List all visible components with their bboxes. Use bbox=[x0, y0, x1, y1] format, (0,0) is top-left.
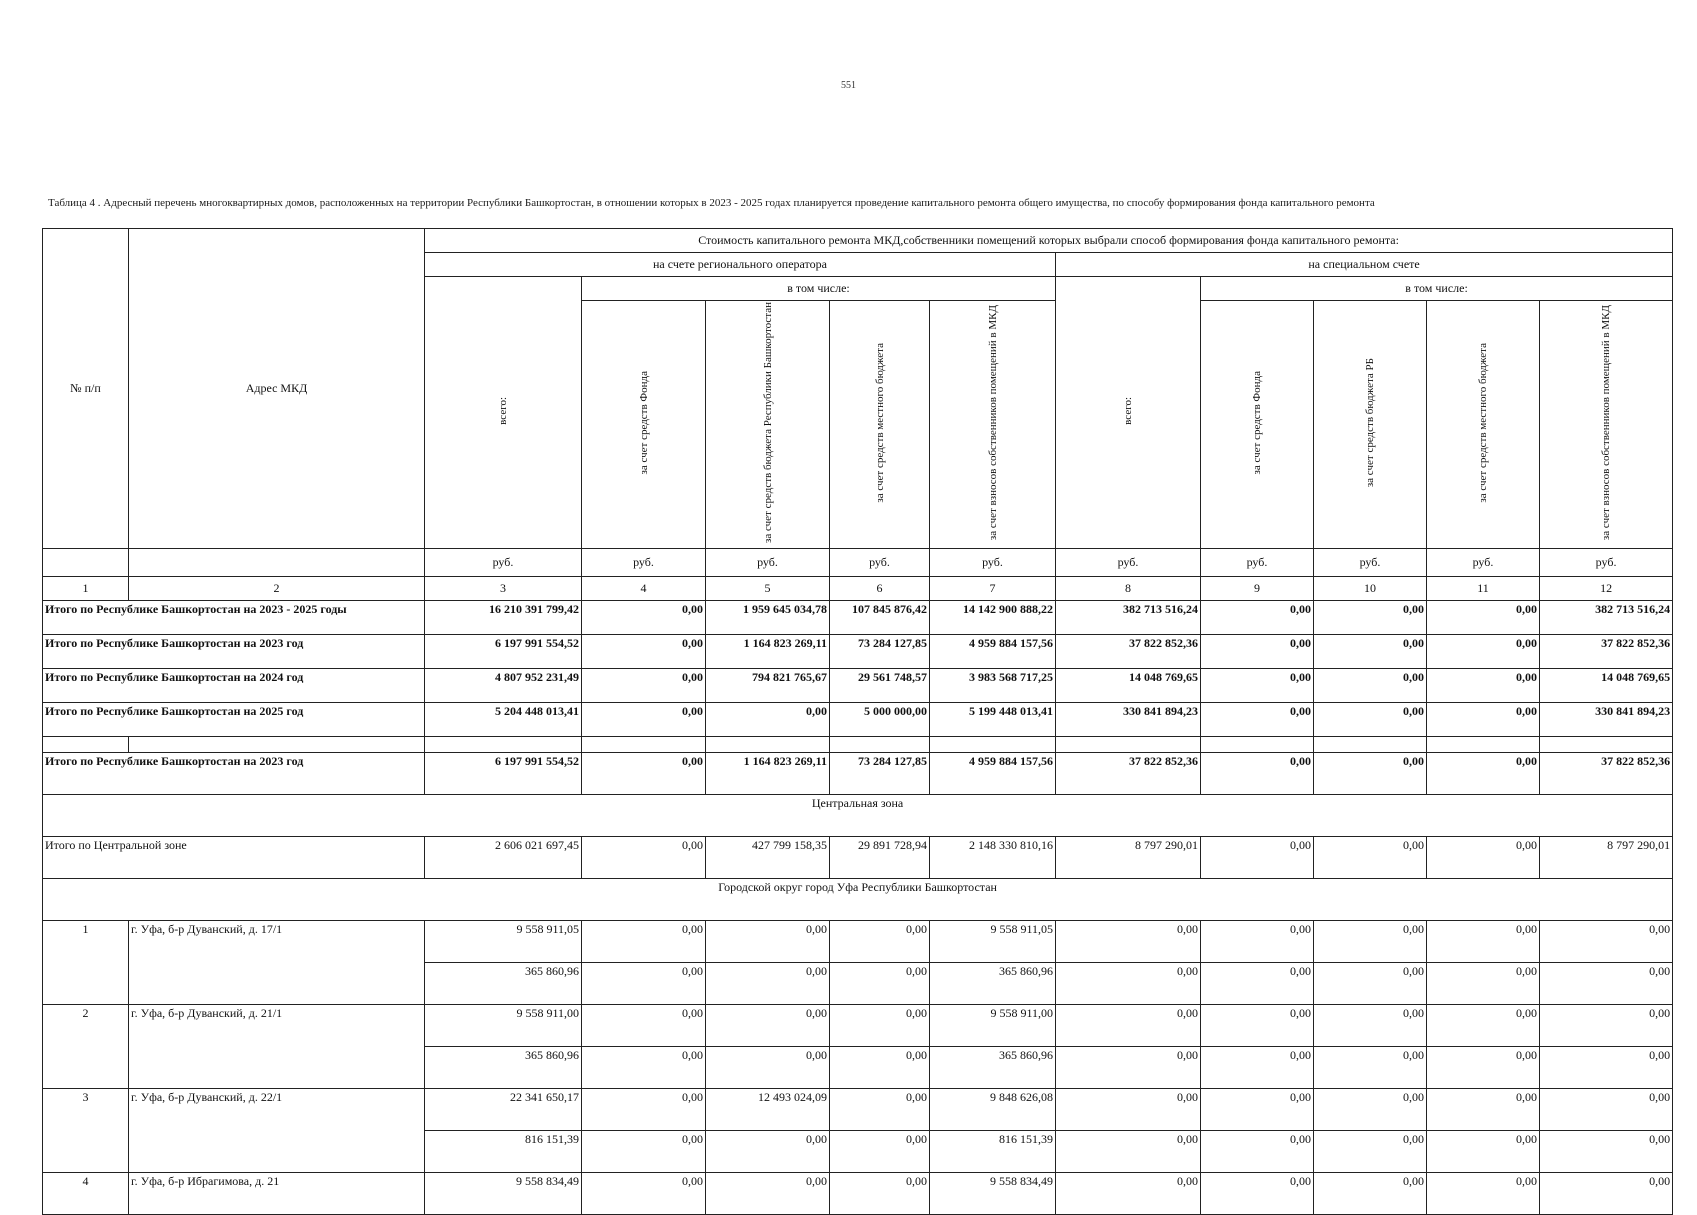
header-special-account: на специальном счете bbox=[1056, 253, 1673, 277]
value-cell: 4 959 884 157,56 bbox=[930, 753, 1056, 795]
header-special-local-budget: за счет средств местного бюджета bbox=[1427, 301, 1540, 549]
value-cell: 9 558 911,00 bbox=[930, 1005, 1056, 1047]
value-cell: 0,00 bbox=[1427, 1005, 1540, 1047]
value-cell: 5 199 448 013,41 bbox=[930, 703, 1056, 737]
value-cell: 0,00 bbox=[1427, 703, 1540, 737]
value-cell: 0,00 bbox=[1201, 963, 1314, 1005]
value-cell: 330 841 894,23 bbox=[1056, 703, 1201, 737]
value-cell: 0,00 bbox=[1540, 963, 1673, 1005]
value-cell: 12 493 024,09 bbox=[706, 1089, 830, 1131]
value-cell: 0,00 bbox=[1314, 1047, 1427, 1089]
value-cell: 2 606 021 697,45 bbox=[425, 837, 582, 879]
total-row-2023-repeat bbox=[43, 753, 1673, 795]
value-cell: 0,00 bbox=[830, 1005, 930, 1047]
value-cell: 0,00 bbox=[1427, 601, 1540, 635]
value-cell: 29 561 748,57 bbox=[830, 669, 930, 703]
unit-cell: руб. bbox=[830, 549, 930, 577]
value-cell: 816 151,39 bbox=[425, 1131, 582, 1173]
unit-cell: руб. bbox=[1314, 549, 1427, 577]
column-number: 2 bbox=[129, 577, 425, 601]
capital-repair-table bbox=[42, 228, 1673, 1215]
header-special-rb-budget: за счет средств бюджета РБ bbox=[1314, 301, 1427, 549]
total-label: Итого по Республике Башкортостан на 2023 - 2025 годы bbox=[43, 601, 425, 635]
header-special-owners: за счет взносов собственников помещений в МКД bbox=[1540, 301, 1673, 549]
header-address: Адрес МКД bbox=[129, 229, 425, 549]
value-cell: 0,00 bbox=[1314, 921, 1427, 963]
value-cell: 0,00 bbox=[582, 635, 706, 669]
value-cell: 16 210 391 799,42 bbox=[425, 601, 582, 635]
header-special-fund: за счет средств Фонда bbox=[1201, 301, 1314, 549]
value-cell: 0,00 bbox=[1201, 1131, 1314, 1173]
value-cell: 6 197 991 554,52 bbox=[425, 635, 582, 669]
value-cell: 1 959 645 034,78 bbox=[706, 601, 830, 635]
value-cell: 9 558 911,05 bbox=[930, 921, 1056, 963]
value-cell: 0,00 bbox=[706, 1005, 830, 1047]
table-caption: Таблица 4 . Адресный перечень многоквартирных домов, расположенных на территории Республики Башкортостан, в отношении которых в 2023 - 2025 годах планируется проведение капитального ремонта общего имущества, по способу формирования фонда капитального ремонта bbox=[48, 197, 1375, 209]
value-cell: 0,00 bbox=[830, 1089, 930, 1131]
zone-title: Центральная зона bbox=[43, 795, 1673, 837]
value-cell: 0,00 bbox=[1314, 963, 1427, 1005]
header-regional-incl: в том числе: bbox=[582, 277, 1056, 301]
value-cell: 427 799 158,35 bbox=[706, 837, 830, 879]
value-cell: 0,00 bbox=[1540, 1173, 1673, 1215]
header-regional-operator: на счете регионального оператора bbox=[425, 253, 1056, 277]
column-number: 1 bbox=[43, 577, 129, 601]
value-cell: 5 204 448 013,41 bbox=[425, 703, 582, 737]
table-row bbox=[43, 1005, 1673, 1047]
empty-row bbox=[43, 737, 1673, 753]
header-regional-fund: за счет средств Фонда bbox=[582, 301, 706, 549]
value-cell: 365 860,96 bbox=[930, 1047, 1056, 1089]
header-regional-local-budget: за счет средств местного бюджета bbox=[830, 301, 930, 549]
value-cell: 0,00 bbox=[706, 963, 830, 1005]
value-cell: 0,00 bbox=[1314, 1089, 1427, 1131]
value-cell: 0,00 bbox=[1540, 1131, 1673, 1173]
total-row-2025 bbox=[43, 703, 1673, 737]
value-cell: 37 822 852,36 bbox=[1540, 635, 1673, 669]
value-cell: 816 151,39 bbox=[930, 1131, 1056, 1173]
zone-total-label: Итого по Центральной зоне bbox=[43, 837, 425, 879]
value-cell: 0,00 bbox=[582, 753, 706, 795]
column-number: 5 bbox=[706, 577, 830, 601]
district-title: Городской округ город Уфа Республики Башкортостан bbox=[43, 879, 1673, 921]
value-cell: 0,00 bbox=[1314, 1005, 1427, 1047]
value-cell: 6 197 991 554,52 bbox=[425, 753, 582, 795]
value-cell: 4 807 952 231,49 bbox=[425, 669, 582, 703]
total-label: Итого по Республике Башкортостан на 2023 год bbox=[43, 753, 425, 795]
value-cell: 0,00 bbox=[582, 921, 706, 963]
value-cell: 0,00 bbox=[1314, 669, 1427, 703]
row-address: г. Уфа, б-р Дуванский, д. 21/1 bbox=[129, 1005, 425, 1089]
value-cell: 8 797 290,01 bbox=[1056, 837, 1201, 879]
value-cell: 1 164 823 269,11 bbox=[706, 635, 830, 669]
value-cell: 0,00 bbox=[1201, 703, 1314, 737]
header-special-total: всего: bbox=[1056, 277, 1201, 549]
value-cell: 0,00 bbox=[706, 1173, 830, 1215]
table-row bbox=[43, 921, 1673, 963]
row-address: г. Уфа, б-р Дуванский, д. 22/1 bbox=[129, 1089, 425, 1173]
page-number: 551 bbox=[841, 80, 856, 91]
value-cell: 0,00 bbox=[1427, 1047, 1540, 1089]
value-cell: 9 558 834,49 bbox=[425, 1173, 582, 1215]
column-number: 6 bbox=[830, 577, 930, 601]
value-cell: 107 845 876,42 bbox=[830, 601, 930, 635]
value-cell: 0,00 bbox=[830, 1047, 930, 1089]
value-cell: 4 959 884 157,56 bbox=[930, 635, 1056, 669]
unit-cell: руб. bbox=[1201, 549, 1314, 577]
total-label: Итого по Республике Башкортостан на 2025 год bbox=[43, 703, 425, 737]
row-number: 4 bbox=[43, 1173, 129, 1215]
unit-row bbox=[43, 549, 1673, 577]
header-cost-title: Стоимость капитального ремонта МКД,собственники помещений которых выбрали способ формирования фонда капитального ремонта: bbox=[425, 229, 1673, 253]
value-cell: 0,00 bbox=[1314, 837, 1427, 879]
value-cell: 37 822 852,36 bbox=[1056, 635, 1201, 669]
value-cell: 0,00 bbox=[1314, 703, 1427, 737]
value-cell: 0,00 bbox=[706, 1131, 830, 1173]
value-cell: 0,00 bbox=[706, 703, 830, 737]
value-cell: 0,00 bbox=[582, 963, 706, 1005]
value-cell: 0,00 bbox=[1314, 635, 1427, 669]
value-cell: 0,00 bbox=[1201, 669, 1314, 703]
value-cell: 382 713 516,24 bbox=[1540, 601, 1673, 635]
total-row-2024 bbox=[43, 669, 1673, 703]
value-cell: 0,00 bbox=[1540, 1047, 1673, 1089]
value-cell: 0,00 bbox=[582, 1173, 706, 1215]
value-cell: 9 558 834,49 bbox=[930, 1173, 1056, 1215]
column-number: 8 bbox=[1056, 577, 1201, 601]
total-row-2023 bbox=[43, 635, 1673, 669]
table-row bbox=[43, 1089, 1673, 1131]
value-cell: 0,00 bbox=[1314, 753, 1427, 795]
unit-cell: руб. bbox=[425, 549, 582, 577]
value-cell: 2 148 330 810,16 bbox=[930, 837, 1056, 879]
column-number: 3 bbox=[425, 577, 582, 601]
total-label: Итого по Республике Башкортостан на 2024 год bbox=[43, 669, 425, 703]
total-label: Итого по Республике Башкортостан на 2023 год bbox=[43, 635, 425, 669]
value-cell: 22 341 650,17 bbox=[425, 1089, 582, 1131]
value-cell: 0,00 bbox=[1201, 1047, 1314, 1089]
value-cell: 0,00 bbox=[1427, 635, 1540, 669]
zone-total-row bbox=[43, 837, 1673, 879]
value-cell: 9 558 911,05 bbox=[425, 921, 582, 963]
value-cell: 365 860,96 bbox=[425, 1047, 582, 1089]
value-cell: 37 822 852,36 bbox=[1540, 753, 1673, 795]
value-cell: 0,00 bbox=[582, 1005, 706, 1047]
unit-cell: руб. bbox=[930, 549, 1056, 577]
value-cell: 0,00 bbox=[1540, 1005, 1673, 1047]
value-cell: 0,00 bbox=[1427, 921, 1540, 963]
value-cell: 330 841 894,23 bbox=[1540, 703, 1673, 737]
column-number: 10 bbox=[1314, 577, 1427, 601]
value-cell: 0,00 bbox=[582, 1089, 706, 1131]
unit-cell: руб. bbox=[1540, 549, 1673, 577]
value-cell: 0,00 bbox=[1427, 837, 1540, 879]
value-cell: 0,00 bbox=[1056, 1089, 1201, 1131]
value-cell: 0,00 bbox=[582, 1131, 706, 1173]
value-cell: 0,00 bbox=[582, 703, 706, 737]
value-cell: 0,00 bbox=[1201, 1173, 1314, 1215]
header-no: № п/п bbox=[43, 229, 129, 549]
value-cell: 9 848 626,08 bbox=[930, 1089, 1056, 1131]
row-number: 1 bbox=[43, 921, 129, 1005]
header-regional-total: всего: bbox=[425, 277, 582, 549]
unit-cell: руб. bbox=[582, 549, 706, 577]
row-address: г. Уфа, б-р Дуванский, д. 17/1 bbox=[129, 921, 425, 1005]
value-cell: 0,00 bbox=[1201, 635, 1314, 669]
value-cell: 0,00 bbox=[1427, 753, 1540, 795]
row-address: г. Уфа, б-р Ибрагимова, д. 21 bbox=[129, 1173, 425, 1215]
unit-cell: руб. bbox=[1427, 549, 1540, 577]
value-cell: 0,00 bbox=[830, 963, 930, 1005]
value-cell: 0,00 bbox=[830, 1131, 930, 1173]
value-cell: 0,00 bbox=[1427, 1173, 1540, 1215]
column-number: 11 bbox=[1427, 577, 1540, 601]
value-cell: 0,00 bbox=[1201, 837, 1314, 879]
value-cell: 9 558 911,00 bbox=[425, 1005, 582, 1047]
value-cell: 0,00 bbox=[1201, 1089, 1314, 1131]
value-cell: 0,00 bbox=[1056, 921, 1201, 963]
row-number: 2 bbox=[43, 1005, 129, 1089]
value-cell: 14 048 769,65 bbox=[1056, 669, 1201, 703]
value-cell: 382 713 516,24 bbox=[1056, 601, 1201, 635]
value-cell: 0,00 bbox=[1540, 921, 1673, 963]
value-cell: 0,00 bbox=[1314, 601, 1427, 635]
total-row-2023-2025 bbox=[43, 601, 1673, 635]
zone-section-row bbox=[43, 795, 1673, 837]
column-number: 7 bbox=[930, 577, 1056, 601]
value-cell: 14 048 769,65 bbox=[1540, 669, 1673, 703]
value-cell: 0,00 bbox=[1201, 601, 1314, 635]
value-cell: 0,00 bbox=[706, 921, 830, 963]
value-cell: 794 821 765,67 bbox=[706, 669, 830, 703]
value-cell: 0,00 bbox=[830, 1173, 930, 1215]
value-cell: 0,00 bbox=[1201, 1005, 1314, 1047]
value-cell: 0,00 bbox=[1540, 1089, 1673, 1131]
value-cell: 365 860,96 bbox=[930, 963, 1056, 1005]
value-cell: 8 797 290,01 bbox=[1540, 837, 1673, 879]
header-regional-owners: за счет взносов собственников помещений в МКД bbox=[930, 301, 1056, 549]
value-cell: 3 983 568 717,25 bbox=[930, 669, 1056, 703]
value-cell: 37 822 852,36 bbox=[1056, 753, 1201, 795]
column-number: 9 bbox=[1201, 577, 1314, 601]
value-cell: 0,00 bbox=[1427, 669, 1540, 703]
header-special-incl: в том числе: bbox=[1201, 277, 1673, 301]
value-cell: 0,00 bbox=[1314, 1173, 1427, 1215]
value-cell: 0,00 bbox=[1056, 1005, 1201, 1047]
value-cell: 14 142 900 888,22 bbox=[930, 601, 1056, 635]
value-cell: 73 284 127,85 bbox=[830, 635, 930, 669]
value-cell: 73 284 127,85 bbox=[830, 753, 930, 795]
value-cell: 0,00 bbox=[1314, 1131, 1427, 1173]
value-cell: 0,00 bbox=[1201, 921, 1314, 963]
column-number-row bbox=[43, 577, 1673, 601]
value-cell: 365 860,96 bbox=[425, 963, 582, 1005]
header-regional-rb-budget: за счет средств бюджета Республики Башкортостан bbox=[706, 301, 830, 549]
value-cell: 0,00 bbox=[1056, 1173, 1201, 1215]
value-cell: 0,00 bbox=[1056, 1047, 1201, 1089]
value-cell: 0,00 bbox=[1056, 963, 1201, 1005]
table-row bbox=[43, 1173, 1673, 1215]
column-number: 4 bbox=[582, 577, 706, 601]
value-cell: 0,00 bbox=[1427, 1089, 1540, 1131]
column-number: 12 bbox=[1540, 577, 1673, 601]
value-cell: 0,00 bbox=[1056, 1131, 1201, 1173]
value-cell: 0,00 bbox=[582, 1047, 706, 1089]
value-cell: 0,00 bbox=[1201, 753, 1314, 795]
value-cell: 0,00 bbox=[582, 837, 706, 879]
value-cell: 0,00 bbox=[582, 669, 706, 703]
value-cell: 5 000 000,00 bbox=[830, 703, 930, 737]
value-cell: 1 164 823 269,11 bbox=[706, 753, 830, 795]
value-cell: 0,00 bbox=[706, 1047, 830, 1089]
unit-cell: руб. bbox=[706, 549, 830, 577]
district-section-row bbox=[43, 879, 1673, 921]
value-cell: 0,00 bbox=[582, 601, 706, 635]
value-cell: 0,00 bbox=[1427, 963, 1540, 1005]
value-cell: 29 891 728,94 bbox=[830, 837, 930, 879]
value-cell: 0,00 bbox=[830, 921, 930, 963]
value-cell: 0,00 bbox=[1427, 1131, 1540, 1173]
unit-cell: руб. bbox=[1056, 549, 1201, 577]
row-number: 3 bbox=[43, 1089, 129, 1173]
